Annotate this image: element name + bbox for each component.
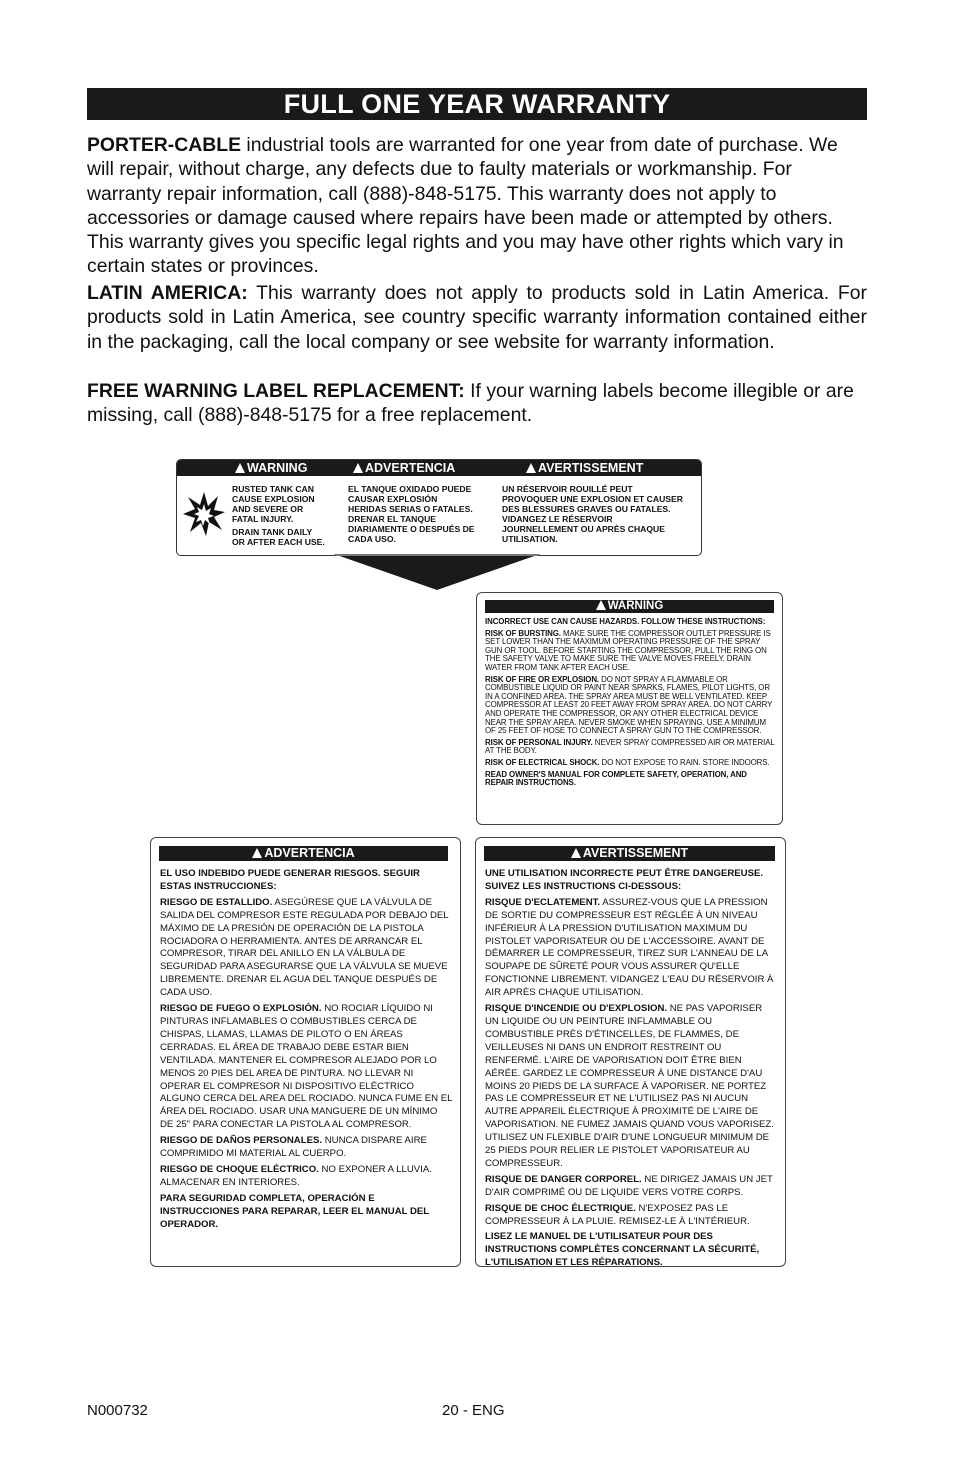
french-label-item: RISQUE DE DANGER CORPOREL. NE DIRIGEZ JAMAIS UN JET D'AIR COMPRIMÉ OU DE LIQUIDE VERS VOTRE CORPS. [485,1173,773,1198]
warning-triangle-icon [526,463,536,473]
tank-label-header [177,460,701,476]
spanish-label-body [160,868,453,1234]
latin-america-heading: LATIN AMERICA: [87,282,248,304]
french-label-header: AVERTISSEMENT [484,846,775,861]
spanish-label-intro: EL USO INDEBIDO PUEDE GENERAR RIESGOS. SEGUIR ESTAS INSTRUCCIONES: [160,868,420,892]
spanish-label-item: RIESGO DE ESTALLIDO. ASEGÚRESE QUE LA VÁLVULA DE SALIDA DEL COMPRESOR ESTE REGULADA POR DEBAJO DEL MÁXIMO DE LA PRESIÓN DE OPERACIÓN DE LA PISTOLA ROCIADORA O HERRAMIENTA. ANTES DE ARRANCAR EL COMPRESOR, TIRAR DEL ANILLO EN LA VÁLBULA DE SEGURIDAD PARA ASEGURARSE QUE LA VÁLVULA SE MUEVE LIBREMENTE. DRENAR EL AGUA DEL TANQUE DESPUÉS DE CADA USO. [160,896,449,999]
english-warning-body [485,618,777,791]
french-label-intro: UNE UTILISATION INCORRECTE PEUT ÊTRE DANGEREUSE. SUIVEZ LES INSTRUCTIONS CI-DESSOUS: [485,868,764,892]
english-warning-header: WARNING [485,600,774,613]
spanish-label-item: RIESGO DE CHOQUE ELÉCTRICO. NO EXPONER A LLUVIA. ALMACENAR EN INTERIORES. [160,1163,432,1188]
english-warning-item: RISK OF FIRE OR EXPLOSION. DO NOT SPRAY A FLAMMABLE OR COMBUSTIBLE LIQUID OR PAINT NEAR SPARKS, FLAMES, PILOT LIGHTS, OR IN A CONFINED AREA. THE SPRAY AREA MUST BE WELL VENTILATED. KEEP COMPRESSOR AT LEAST 20 FEET AWAY FROM SPRAY AREA. DO NOT CARRY AND OPERATE THE COMPRESSOR, OR ANY OTHER ELECTRICAL DEVICE NEAR THE SPRAY AREA. NEVER SMOKE WHEN SPRAYING. USE A MINIMUM OF 25 FEET OF HOSE TO CONNECT A SPRAY GUN TO THE COMPRESSOR. [485,674,773,736]
page-number: 20 - ENG [442,1402,505,1419]
warning-triangle-icon [571,848,581,858]
french-avertissement-label [475,837,786,1267]
label-replacement-paragraph [87,379,867,428]
french-label-item: RISQUE D'INCENDIE OU D'EXPLOSION. NE PAS VAPORISER UN LIQUIDE OU UN PEINTURE INFLAMMABLE OU COMBUSTIBLE PRÈS D'ÉTINCELLES, DE FLAMMES, DE VEILLEUSES NI DANS UN ENDROIT RESTREINT OU RENFERMÉ. L'AIRE DE VAPORISATION DOIT ÊTRE BIEN AÉRÉE. GARDEZ LE COMPRESSEUR À UNE DISTANCE D'AU MOINS 20 PIEDS DE LA SURFACE À VAPORISER. NE PORTEZ PAS LE COMPRESSEUR ET NE L'UTILISEZ PAS NI AUCUN AUTRE APPAREIL ÉLECTRIQUE À PROXIMITÉ DE L'AIRE DE VAPORISATION. NE FUMEZ JAMAIS QUAND VOUS VAPORISEZ. UTILISEZ UN FLEXIBLE D'AIR D'UNE LONGUEUR MINIMUM DE 25 PIEDS POUR RELIER LE PISTOLET VAPORISATEUR AU COMPRESSEUR. [485,1003,774,1169]
label-replacement-text: If your warning labels become illegible or are missing, call (888)-848-5175 for a free replacement. [87,380,854,427]
warning-triangle-icon [252,848,262,858]
latin-america-text: This warranty does not apply to products sold in Latin America. For products sold in Latin America, see country specific warranty information contained either in the packaging, call the local company or see website for warranty information. [87,282,867,353]
french-label-body [485,868,778,1273]
spanish-label-item: RIESGO DE FUEGO O EXPLOSIÓN. NO ROCIAR LÍQUIDO NI PINTURAS INFLAMABLES O COMBUSTIBLES CERCA DE CHISPAS, LLAMAS, LLAMAS DE PILOTO O EN ÁREAS CERRADAS. EL ÁREA DE TRABAJO DEBE ESTAR BIEN VENTILADA. MANTENER EL COMPRESOR ALEJADO POR LO MENOS 20 PIES DEL AREA DE PINTURA. NO LLEVAR NI OPERAR EL COMPRESOR NI DISPOSITIVO ELÉCTRICO ALGUNO CERCA DEL AREA DEL ROCIADO. NUNCA FUME EN EL ÁREA DEL ROCIADO. USAR UNA MANGUERE DE UN MÍNIMO DE 25" PARA CONECTAR LA PISTOLA AL COMPRESOR. [160,1003,453,1131]
warning-triangle-icon [596,600,606,610]
english-warning-intro: INCORRECT USE CAN CAUSE HAZARDS. FOLLOW THESE INSTRUCTIONS: [485,617,766,626]
french-label-item: RISQUE D'ECLATEMENT. ASSUREZ-VOUS QUE LA PRESSION DE SORTIE DU COMPRESSEUR EST RÉGLÉE À UN NIVEAU INFÉRIEUR À LA PRESSION D'UTILISATION MAXIMUM DU PISTOLET VAPORISATEUR OU DE L'ACCESSOIRE. AVANT DE DÉMARRER LE COMPRESSEUR, TIREZ SUR L'ANNEAU DE LA SOUPAPE DE SÛRETÉ POUR VOUS ASSURER QU'ELLE FONCTIONNE LIBREMENT. VIDANGEZ L'EAU DU RÉSERVOIR À AIR APRÈS CHAQUE UTILISATION. [485,896,774,999]
spanish-label-closing: PARA SEGURIDAD COMPLETA, OPERACIÓN E INSTRUCCIONES PARA REPARAR, LEER EL MANUAL DEL OPERADOR. [160,1192,429,1230]
tank-label-french-text: UN RÉSERVOIR ROUILLÉ PEUT PROVOQUER UNE EXPLOSION ET CAUSER DES BLESSURES GRAVES OU FATALES. VIDANGEZ LE RÉSERVOIR JOURNELLEMENT OU APRÈS CHAQUE UTILISATION. [502,484,683,544]
spanish-label-item: RIESGO DE DAÑOS PERSONALES. NUNCA DISPARE AIRE COMPRIMIDO MI MATERIAL AL CUERPO. [160,1135,427,1160]
label-pointer-arrow [334,554,540,592]
tank-label-advertencia-heading: ADVERTENCIA [353,460,455,477]
latin-america-paragraph [87,281,867,354]
explosion-icon [182,490,226,538]
tank-warning-label [176,459,702,556]
english-warning-closing: READ OWNER'S MANUAL FOR COMPLETE SAFETY, OPERATION, AND REPAIR INSTRUCTIONS. [485,769,747,788]
document-number: N000732 [87,1402,148,1419]
english-warning-item: RISK OF PERSONAL INJURY. NEVER SPRAY COMPRESSED AIR OR MATERIAL AT THE BODY. [485,737,775,756]
tank-label-spanish-text: EL TANQUE OXIDADO PUEDE CAUSAR EXPLOSIÓN HERIDAS SERIAS O FATALES. DRENAR EL TANQUE DIARIAMENTE O DESPUÉS DE CADA USO. [348,484,475,544]
brand-name: PORTER-CABLE [87,134,242,156]
warranty-paragraph [87,133,867,279]
english-warning-label [476,592,783,825]
spanish-label-header: ADVERTENCIA [159,846,448,861]
english-warning-item: RISK OF ELECTRICAL SHOCK. DO NOT EXPOSE TO RAIN. STORE INDOORS. [485,757,770,767]
english-warning-item: RISK OF BURSTING. MAKE SURE THE COMPRESSOR OUTLET PRESSURE IS SET LOWER THAN THE MAXIMUM OPERATING PRESSURE OF THE SPRAY GUN OR TOOL. BEFORE STARTING THE COMPRESSOR, PULL THE RING ON THE SAFETY VALVE TO MAKE SURE THE VALVE MOVES FREELY. DRAIN WATER FROM TANK AFTER EACH USE. [485,628,771,672]
french-label-item: RISQUE DE CHOC ÉLECTRIQUE. N'EXPOSEZ PAS LE COMPRESSEUR À LA PLUIE. REMISEZ-LE À L'INTÉRIEUR. [485,1202,750,1227]
tank-label-english-text: RUSTED TANK CAN CAUSE EXPLOSION AND SEVERE OR FATAL INJURY. DRAIN TANK DAILY OR AFTER EACH USE. [232,484,325,547]
warning-triangle-icon [235,463,245,473]
tank-label-warning-heading: WARNING [235,460,307,477]
warning-triangle-icon [353,463,363,473]
spanish-advertencia-label [150,837,461,1267]
page-title: FULL ONE YEAR WARRANTY [87,88,867,120]
tank-label-avertissement-heading: AVERTISSEMENT [526,460,643,477]
french-label-closing: LISEZ LE MANUEL DE L'UTILISATEUR POUR DES INSTRUCTIONS COMPLÈTES CONCERNANT LA SÉCURITÉ, L'UTILISATION ET LES RÉPARATIONS. [485,1231,760,1269]
warranty-text: industrial tools are warranted for one year from date of purchase. We will repair, without charge, any defects due to faulty materials or workmanship. For warranty repair information, call (888)-848-5175. This warranty does not apply to accessories or damage caused where repairs have been made or attempted by others. This warranty gives you specific legal rights and you may have other rights which vary in certain states or provinces. [87,134,844,278]
label-replacement-heading: FREE WARNING LABEL REPLACEMENT: [87,380,465,402]
